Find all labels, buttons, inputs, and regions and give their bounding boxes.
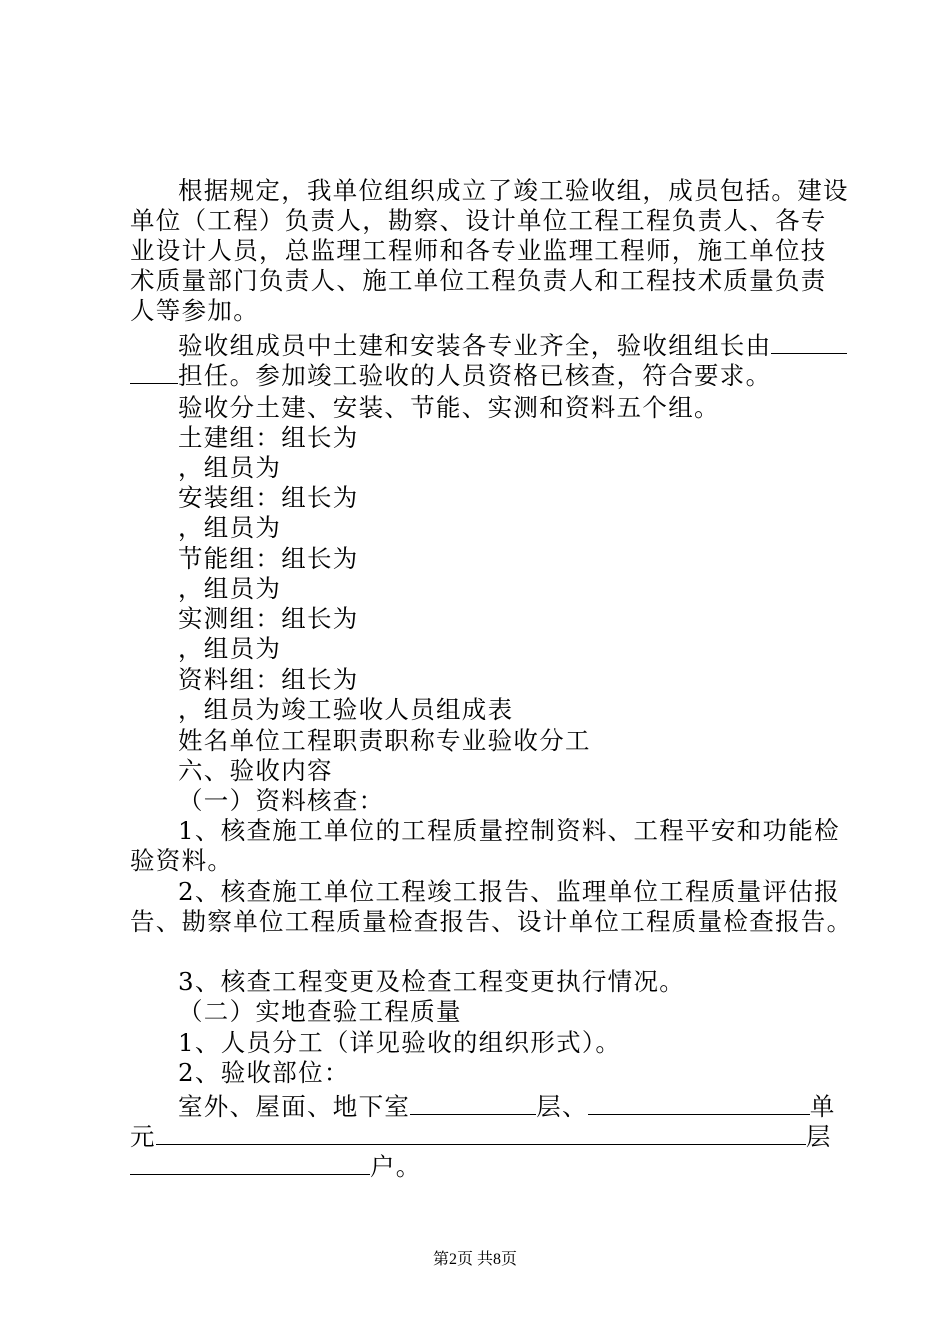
paragraph-line	[178, 331, 847, 361]
text-span: 层、	[536, 1092, 588, 1121]
location-line	[178, 1092, 836, 1122]
group-members: ，组员为	[178, 574, 282, 603]
table-header: 姓名单位工程职责职称专业验收分工	[178, 726, 591, 755]
fill-blank	[410, 1092, 536, 1115]
list-item: 2、核查施工单位工程竣工报告、监理单位工程质量评估报	[178, 877, 840, 906]
fill-blank	[588, 1092, 810, 1115]
group-members: ，组员为	[178, 453, 282, 482]
text-span: 验收组成员中土建和安装各专业齐全，验收组组长由	[178, 331, 772, 360]
text-span: 层	[805, 1122, 832, 1151]
list-item: 1、人员分工（详见验收的组织形式）。	[178, 1028, 622, 1057]
group-members: ，组员为	[178, 513, 282, 542]
list-item: 3、核查工程变更及检查工程变更执行情况。	[178, 967, 686, 996]
subsection-heading: （一）资料核查：	[178, 786, 385, 815]
subsection-heading: （二）实地查验工程质量	[178, 997, 462, 1026]
group-leader: 实测组：组长为	[178, 604, 359, 633]
fill-blank	[130, 361, 178, 384]
paragraph-line: 人等参加。	[130, 296, 259, 325]
group-leader: 资料组：组长为	[178, 665, 359, 694]
groups-intro: 验收分土建、安装、节能、实测和资料五个组。	[178, 393, 720, 422]
group-leader: 土建组：组长为	[178, 423, 359, 452]
text-span: 户。	[370, 1152, 422, 1181]
list-item: 2、验收部位：	[178, 1058, 350, 1087]
location-line	[130, 1152, 422, 1182]
paragraph-line: 业设计人员，总监理工程师和各专业监理工程师，施工单位技	[130, 236, 827, 265]
section-heading: 六、验收内容	[178, 756, 333, 785]
group-members: ，组员为	[178, 634, 282, 663]
paragraph-line: 术质量部门负责人、施工单位工程负责人和工程技术质量负责	[130, 266, 827, 295]
list-item: 告、勘察单位工程质量检查报告、设计单位工程质量检查报告。	[130, 907, 853, 936]
text-span: 单	[809, 1092, 836, 1121]
list-item: 1、核查施工单位的工程质量控制资料、工程平安和功能检	[178, 816, 840, 845]
paragraph-line: 单位（工程）负责人，勘察、设计单位工程工程负责人、各专	[130, 206, 827, 235]
text-span: 担任。参加竣工验收的人员资格已核查，符合要求。	[178, 361, 772, 390]
fill-blank	[130, 1152, 370, 1175]
list-item: 验资料。	[130, 846, 234, 875]
text-span: 室外、屋面、地下室	[178, 1092, 411, 1121]
page-footer: 第2页 共8页	[432, 1251, 517, 1268]
group-leader: 安装组：组长为	[178, 483, 359, 512]
group-members: ，组员为竣工验收人员组成表	[178, 695, 514, 724]
text-span: 元	[130, 1122, 156, 1151]
fill-blank	[771, 331, 847, 354]
paragraph-line	[130, 361, 771, 391]
fill-blank	[156, 1122, 806, 1145]
location-line	[130, 1122, 832, 1152]
paragraph-line: 根据规定，我单位组织成立了竣工验收组，成员包括。建设	[178, 176, 849, 205]
group-leader: 节能组：组长为	[178, 544, 359, 573]
